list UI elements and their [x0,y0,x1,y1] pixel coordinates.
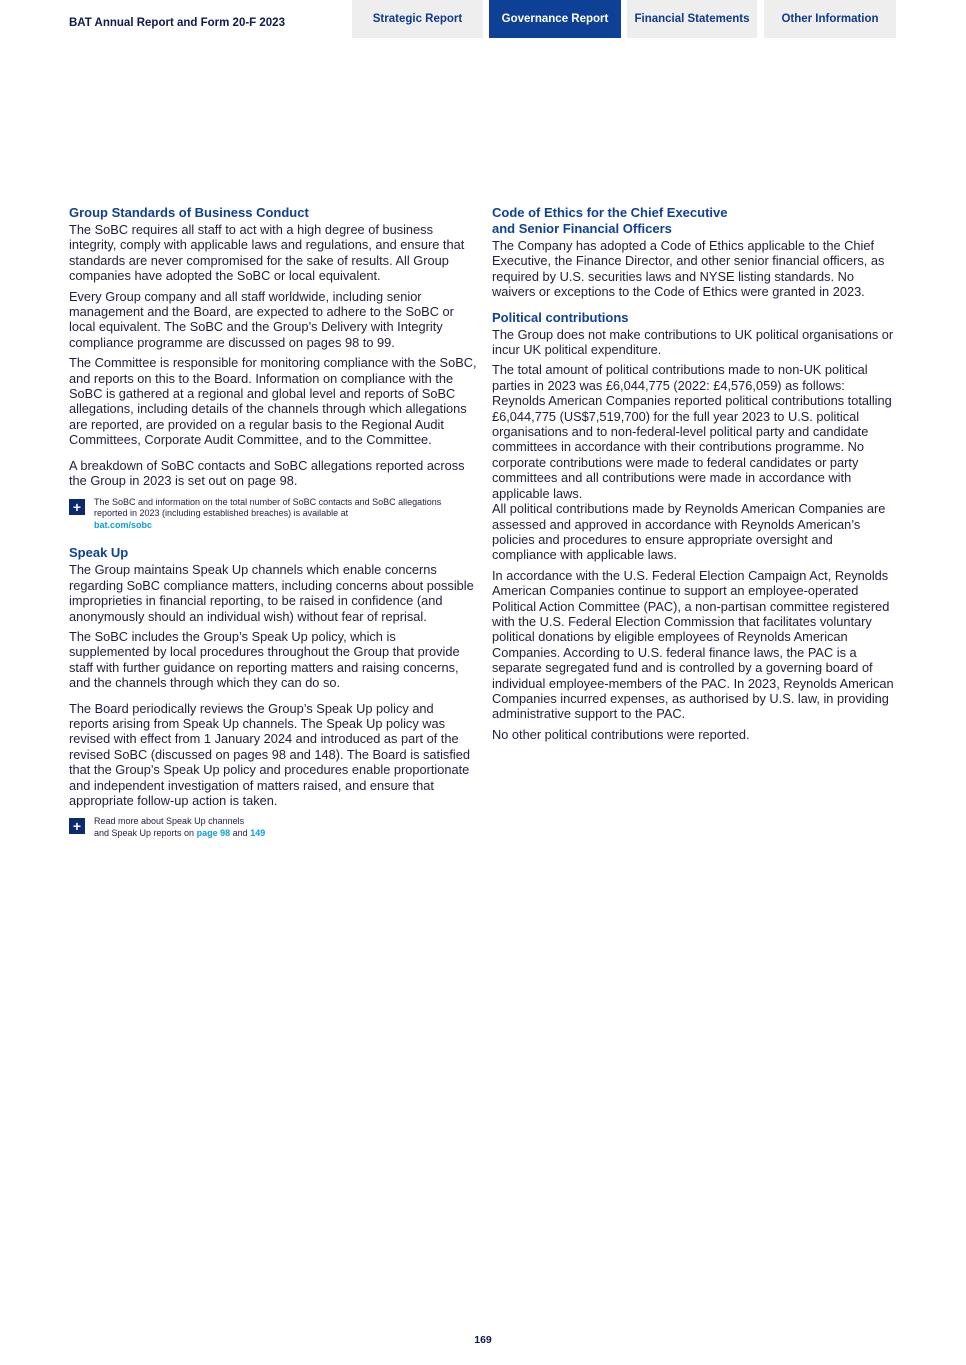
tab-governance-report[interactable]: Governance Report [489,0,621,38]
speakup-note [69,816,477,839]
plus-icon: + [69,499,85,515]
ethics-heading [492,205,900,237]
tab-other-information[interactable]: Other Information [764,0,896,38]
political-paragraph-1: The Group does not make contributions to UK political organisations or incur UK political expenditure. [492,326,894,358]
ethics-heading-line-2: and Senior Financial Officers [492,221,672,236]
ethics-heading-line-1: Code of Ethics for the Chief Executive [492,205,728,220]
speakup-heading: Speak Up [69,545,129,561]
left-column [69,205,477,854]
sobc-link[interactable]: bat.com/sobc [94,519,153,530]
speakup-note-and: and [232,827,248,838]
speakup-note-line-1: Read more about Speak Up channels [94,816,245,827]
political-paragraph-4: No other political contributions were reported. [492,726,750,742]
sobc-paragraph-1: The SoBC requires all staff to act with a high degree of business integrity, comply with applicable laws and regulations, and ensure that standards are never compromised for the sake of results. All Group companies have adopted the SoBC or local equivalent. [69,222,465,284]
page-98-link[interactable]: page 98 [196,827,231,838]
political-paragraph-3: In accordance with the U.S. Federal Election Campaign Act, Reynolds American Companies continue to support an employee-operated Political Action Committee (PAC), a non-partisan committee registered with the U.S. Federal Election Commission that facilitates voluntary political donations by eligible employees of Reynolds American Companies. According to U.S. federal finance laws, the PAC is a separate segregated fund and is controlled by a governing board of individual employee-members of the PAC. In 2023, Reynolds American Companies incurred expenses, as authorised by U.S. law, in providing administrative support to the PAC. [492,567,894,722]
sobc-paragraph-2: Every Group company and all staff worldwide, including senior management and the Board, are expected to adhere to the SoBC or local equivalent. The SoBC and the Group’s Delivery with Integrity compliance programme are discussed on pages 98 to 99. [69,288,454,350]
plus-icon: + [69,818,85,834]
right-column [492,205,900,747]
speakup-note-line-2: and Speak Up reports on [94,827,195,838]
ethics-paragraph-1: The Company has adopted a Code of Ethics applicable to the Chief Executive, the Finance Director, and other senior financial officers, as required by U.S. securities laws and NYSE listing standards. No waivers or exceptions to the Code of Ethics were granted in 2023. [492,238,885,300]
speakup-note-text [94,816,265,839]
sobc-heading: Group Standards of Business Conduct [69,205,309,220]
sobc-paragraph-4: A breakdown of SoBC contacts and SoBC allegations reported across the Group in 2023 is set out on page 98. [69,457,465,489]
speakup-paragraph-3: The Board periodically reviews the Group’s Speak Up policy and reports arising from Speak Up channels. The Speak Up policy was revised with effect from 1 January 2024 and introduced as part of the revised SoBC (discussed on pages 98 and 148). The Board is satisfied that the Group’s Speak Up policy and procedures enable proportionate and independent investigation of matters raised, and ensure that appropriate follow-up action is taken. [69,700,470,808]
sobc-note-text [94,497,477,532]
sobc-note-body: The SoBC and information on the total number of SoBC contacts and SoBC allegations reported in 2023 (including established breaches) is available at [94,496,442,519]
political-paragraph-2: The total amount of political contributions made to non-UK political parties in 2023 was £6,044,775 (2022: £4,576,059) as follows: Reynolds American Companies reported political contributions totalling £6,044,775 (US$7,519,700) for the full year 2023 to U.S. political organisations and to non-federal-level political party and candidate committees in accordance with their contributions programme. No corporate contributions were made to federal candidates or party committees and all contributions were made in accordance with applicable laws. [492,362,892,501]
tab-strategic-report[interactable]: Strategic Report [352,0,483,38]
page-149-link[interactable]: 149 [250,827,266,838]
political-paragraph-2b: All political contributions made by Reynolds American Companies are assessed and approved in accordance with Reynolds American’s policies and procedures to ensure appropriate oversight and compliance with applicable laws. [492,501,886,563]
speakup-paragraph-1: The Group maintains Speak Up channels which enable concerns regarding SoBC compliance matters, including concerns about possible improprieties in financial reporting, to be raised in confidence (and anonymously should an individual wish) without fear of reprisal. [69,562,474,624]
page-number: 169 [474,1334,492,1346]
document-title: BAT Annual Report and Form 20-F 2023 [69,17,285,29]
tab-financial-statements[interactable]: Financial Statements [627,0,757,38]
sobc-note [69,497,477,532]
sobc-paragraph-3: The Committee is responsible for monitoring compliance with the SoBC, and reports on this to the Board. Information on compliance with the SoBC is gathered at a regional and global level and reports of SoBC allegations, including details of the channels through which allegations are reported, are provided on a regular basis to the Regional Audit Committees, Corporate Audit Committee, and to the Committee. [69,355,477,448]
political-heading: Political contributions [492,309,629,325]
speakup-paragraph-2: The SoBC includes the Group’s Speak Up policy, which is supplemented by local procedures throughout the Group that provide staff with further guidance on reporting matters and raising concerns, and the channels through which they can do so. [69,628,460,691]
